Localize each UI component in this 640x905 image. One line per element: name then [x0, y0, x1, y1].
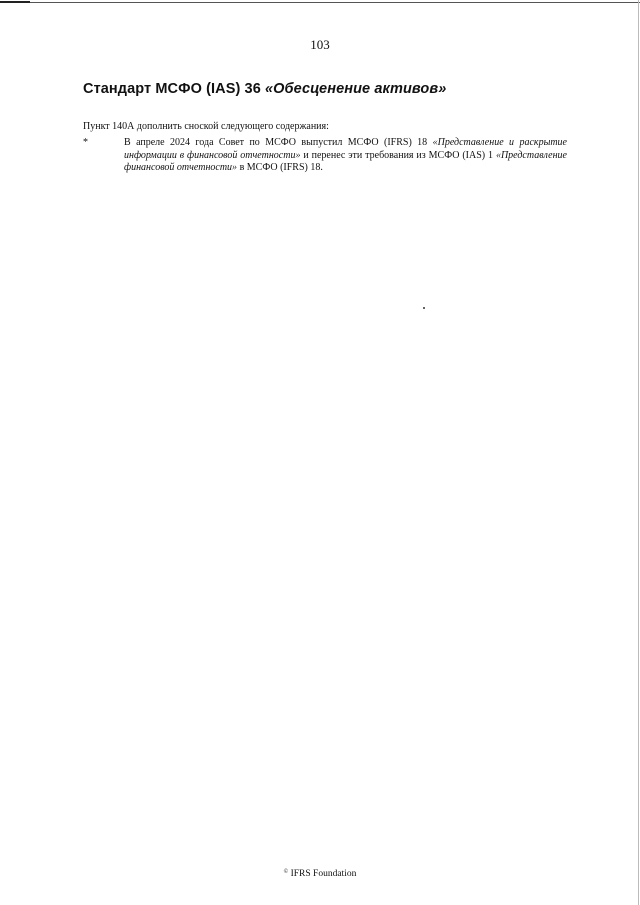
footnote-text-part-1: В апреле 2024 года Совет по МСФО выпустил МСФО (IFRS) 18	[124, 137, 433, 148]
heading-standard-title: «Обесценение активов»	[265, 81, 447, 97]
scan-speck	[423, 307, 425, 309]
footnote	[83, 137, 567, 175]
footnote-text-part-2: и перенес эти требования из МСФО (IAS) 1	[300, 149, 496, 161]
footnote-text-part-3: в МСФО (IFRS) 18.	[237, 162, 323, 173]
footnote-marker: *	[83, 137, 88, 148]
footnote-text	[124, 137, 567, 175]
copyright-symbol: ©	[283, 869, 289, 875]
top-border-line	[0, 2, 640, 3]
top-border-mark	[0, 1, 30, 3]
page-footer	[0, 869, 640, 879]
heading-prefix: Стандарт МСФО (IAS) 36	[83, 81, 266, 97]
footnote-ifrs18-title: «Представление и раскрытие информации в финансовой отчетности»	[124, 137, 567, 161]
section-heading	[83, 81, 446, 97]
intro-paragraph: Пункт 140А дополнить сноской следующего содержания:	[83, 121, 329, 132]
footnote-ias1-title: «Представление финансовой отчетности»	[124, 149, 567, 173]
scan-right-edge	[638, 0, 639, 905]
page-number: 103	[310, 37, 330, 52]
footer-text: IFRS Foundation	[288, 869, 357, 879]
